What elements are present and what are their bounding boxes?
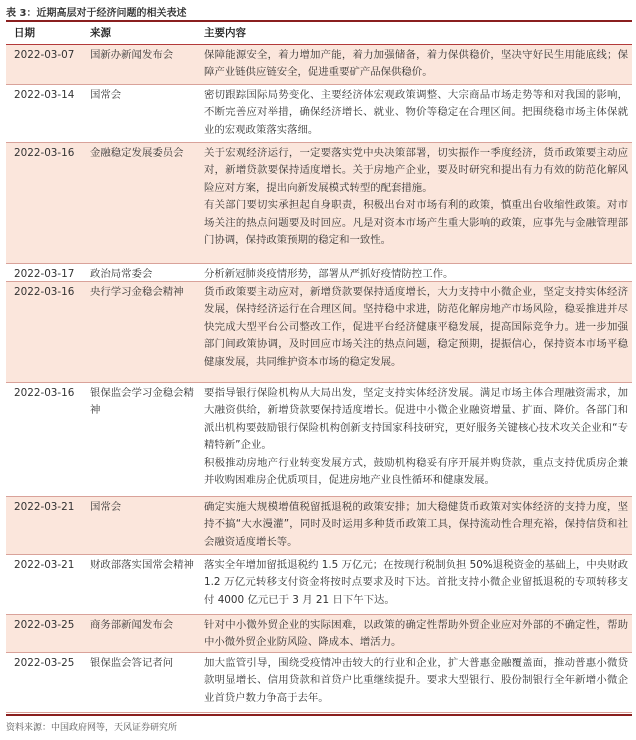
row-source: 银保监会答记者问 [90,657,174,669]
row-source: 央行学习金稳会精神 [90,286,184,298]
row-source: 财政部落实国常会精神 [90,559,194,571]
table-row [6,383,632,497]
row-content [204,557,628,609]
row-source: 商务部新闻发布会 [90,619,174,631]
row-date: 2022-03-25 [14,619,75,631]
row-content-paragraph: 货币政策要主动应对，新增贷款要保持适度增长，大力支持中小微企业，坚定支持实体经济发展，保持经济运行在合理区间。坚持稳中求进，防范化解房地产市场风险，稳妥推进并尽快完成大型平台公司整改工作，促进平台经济健康平稳发展，提高国际竞争力。进一步加强部门间政策协调，及时回应市场关注的热点问题，稳定预期，提振信心，保持资本市场平稳健康发展，共同维护资本市场的稳定发展。 [204,286,628,368]
row-date: 2022-03-21 [14,559,75,571]
statements-table [6,44,632,713]
row-content [204,87,628,139]
row-source: 国常会 [90,89,122,101]
table-header [6,22,632,42]
row-content-paragraph: 针对中小微外贸企业的实际困难，以政策的确定性帮助外贸企业应对外部的不确定性，帮助中小微外贸企业防风险、降成本、增活力。 [204,619,628,649]
table-row [6,45,632,85]
row-content [204,284,628,371]
row-content-paragraph: 分析新冠肺炎疫情形势，部署从严抓好疫情防控工作。 [204,268,454,280]
row-content [204,617,628,652]
table-row [6,282,632,383]
row-date: 2022-03-14 [14,89,75,101]
row-date: 2022-03-07 [14,49,75,61]
row-date: 2022-03-25 [14,657,75,669]
row-date: 2022-03-16 [14,286,75,298]
row-source: 国新办新闻发布会 [90,49,174,61]
row-content-paragraph: 加大监管引导，围绕受疫情冲击较大的行业和企业，扩大普惠金融覆盖面，推动普惠小微贷款明显增长、信用贷款和首贷户比重继续提升。要求大型银行、股份制银行全年新增小微企业首贷户数力争高于去年。 [204,657,628,704]
table-row [6,555,632,615]
row-content [204,499,628,551]
source-footnote: 资料来源：中国政府网等，天风证券研究所 [6,723,178,733]
table-row [6,653,632,713]
table-bottom-rule [6,714,632,716]
row-content [204,145,628,249]
table-row [6,85,632,143]
column-header-date: 日期 [14,27,35,39]
table-row [6,143,632,264]
row-content-paragraph: 确定实施大规模增值税留抵退税的政策安排；加大稳健货币政策对实体经济的支持力度，坚持不搞“大水漫灌”，同时及时运用多种货币政策工具，保持流动性合理充裕，保持信贷和社会融资适度增长等。 [204,501,628,548]
row-content-paragraph: 落实全年增加留抵退税约 1.5 万亿元；在按现行税制负担 50%退税资金的基础上，中央财政 1.2 万亿元转移支付资金将按时点要求及时下达。首批支持小微企业留抵退税的专项转移支付 4000 亿元已于 3 月 21 日下午下达。 [204,559,628,606]
row-source: 银保监会学习金稳会精神 [90,387,194,417]
table-title: 表 3：近期高层对于经济问题的相关表述 [6,8,187,19]
row-content-paragraph: 密切跟踪国际局势变化、主要经济体宏观政策调整、大宗商品市场走势等和对我国的影响，不断完善应对举措，确保经济增长、就业、物价等稳定在合理区间。把围绕稳市场主体保就业的宏观政策落实落细。 [204,89,628,136]
row-content [204,266,628,283]
row-source: 政治局常委会 [90,268,153,280]
row-content-paragraph: 要指导银行保险机构从大局出发，坚定支持实体经济发展。满足市场主体合理融资需求，加大融资供给，新增贷款要保持适度增长。促进中小微企业融资增量、扩面、降价。各部门和派出机构要鼓励银行保险机构创新支持国家科技研究，更好服务关键核心技术攻关企业和“专精特新”企业。 [204,387,628,452]
column-header-source: 来源 [90,27,111,39]
table-row [6,497,632,555]
row-content [204,47,628,82]
row-content-paragraph: 积极推动房地产行业转变发展方式，鼓励机构稳妥有序开展并购贷款，重点支持优质房企兼并收购困难房企优质项目，促进房地产业良性循环和健康发展。 [204,456,628,487]
column-header-content: 主要内容 [204,27,246,39]
row-content-paragraph: 关于宏观经济运行，一定要落实党中央决策部署，切实振作一季度经济，货币政策要主动应对，新增贷款要保持适度增长。关于房地产企业，要及时研究和提出有力有效的防范化解风险应对方案，提出向新发展模式转型的配套措施。 [204,147,628,194]
row-source: 国常会 [90,501,122,513]
row-content [204,655,628,707]
table-row [6,264,632,282]
row-source: 金融稳定发展委员会 [90,147,184,159]
row-date: 2022-03-17 [14,268,75,280]
row-content-paragraph: 有关部门要切实承担起自身职责，积极出台对市场有利的政策，慎重出台收缩性政策。对市场关注的热点问题要及时回应。凡是对资本市场产生重大影响的政策，应事先与金融管理部门协调，保持政策预期的稳定和一致性。 [204,199,628,247]
row-date: 2022-03-21 [14,501,75,513]
table-row [6,615,632,653]
row-content [204,385,628,489]
row-content-paragraph: 保障能源安全，着力增加产能，着力加强储备，着力保供稳价，坚决守好民生用能底线；保障产业链供应链安全，促进重要矿产品保供稳价。 [204,49,628,79]
row-date: 2022-03-16 [14,147,75,159]
row-date: 2022-03-16 [14,387,75,399]
